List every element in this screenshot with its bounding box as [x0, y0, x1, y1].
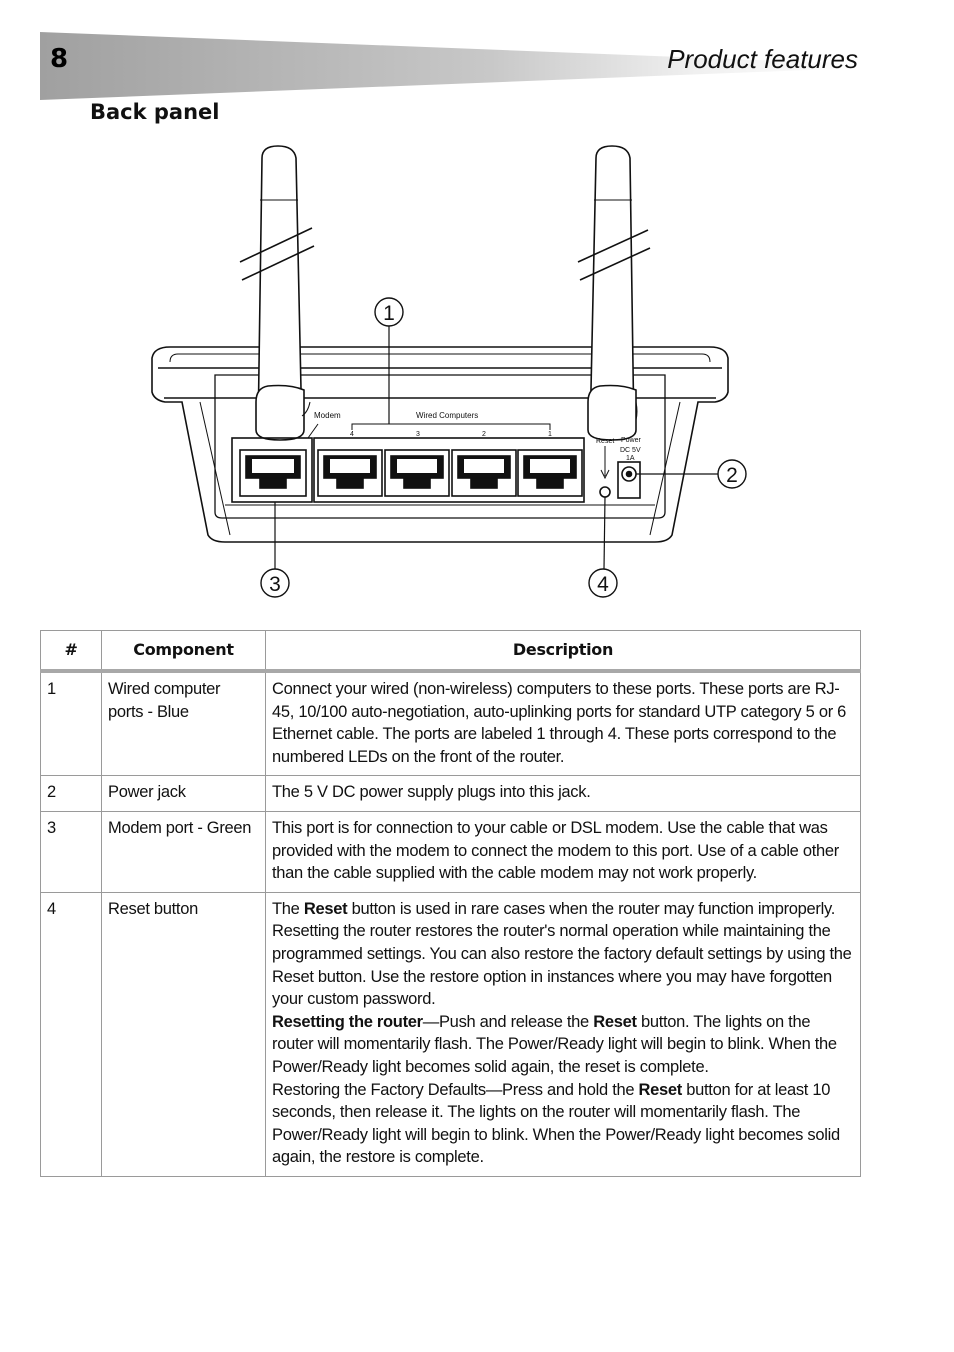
table-row: [41, 776, 861, 812]
power-label: Power: [621, 437, 641, 444]
row-description: Connect your wired (non-wireless) computers to these ports. These ports are RJ-45, 10/100 auto-negotiation, auto-uplinking ports for standard UTP category 5 or 6 Ethernet cable. The ports are labeled 1 through 4. These ports correspond to the numbered LEDs on the front of the router.: [266, 671, 861, 776]
power-jack-graphic: [618, 462, 640, 498]
row-description: The 5 V DC power supply plugs into this jack.: [266, 776, 861, 812]
wired-computers-label: Wired Computers: [416, 411, 479, 420]
antenna-left: [240, 146, 314, 440]
modem-label: Modem: [314, 411, 341, 420]
row-num: 3: [41, 811, 102, 892]
callout-3: [261, 502, 289, 597]
page-number: 8: [50, 44, 69, 74]
table-row: [41, 811, 861, 892]
subheading: Back panel: [90, 100, 220, 124]
reset-paragraph-1: The Reset button is used in rare cases when the router may function improperly. Resetting the router restores the router's normal operation while maintaining the programmed settings. You can also restore the factory default settings by using the Reset button. Use the restore option in instances where you may have forgotten your custom password.: [272, 899, 852, 1009]
wired-port-2: [452, 450, 516, 496]
svg-text:2: 2: [726, 464, 738, 487]
reset-paragraph-2: Resetting the router—Push and release the Reset button. The lights on the router will momentarily flash. The Power/Ready light will begin to blink. When the Power/Ready light becomes solid again, the reset is complete.: [272, 1012, 837, 1076]
row-component: Power jack: [102, 776, 266, 812]
header-description: Description: [266, 631, 861, 672]
row-description: [266, 892, 861, 1176]
table-row: [41, 892, 861, 1176]
router-body: [152, 347, 728, 542]
modem-port: [240, 450, 306, 496]
callout-2: [636, 460, 746, 488]
wired-port-4: [318, 450, 382, 496]
row-component: Wired computer ports - Blue: [102, 671, 266, 776]
table-row: [41, 671, 861, 776]
row-component: Modem port - Green: [102, 811, 266, 892]
svg-text:1: 1: [383, 302, 395, 325]
row-description: This port is for connection to your cable or DSL modem. Use the cable that was provided with the modem to connect the modem to this port. Use of a cable other than the cable supplied with the cable modem may not work properly.: [266, 811, 861, 892]
svg-text:4: 4: [597, 573, 609, 596]
page-header: [40, 32, 860, 100]
header-num: #: [41, 631, 102, 672]
section-title: Product features: [667, 44, 858, 74]
antenna-right: [578, 146, 650, 440]
port-number-2: 2: [482, 431, 486, 438]
port-number-3: 3: [416, 431, 420, 438]
reset-label: Reset: [596, 438, 615, 445]
port-number-4: 4: [350, 431, 354, 438]
row-num: 4: [41, 892, 102, 1176]
port-number-1: 1: [548, 431, 552, 438]
router-back-panel-diagram: [140, 140, 780, 605]
component-table: [40, 630, 861, 1177]
row-num: 1: [41, 671, 102, 776]
svg-text:3: 3: [269, 573, 281, 596]
power-amp-label: 1A: [626, 455, 635, 462]
row-component: Reset button: [102, 892, 266, 1176]
callout-1: [375, 298, 403, 424]
header-component: Component: [102, 631, 266, 672]
power-dc-label: DC 5V: [620, 447, 641, 454]
table-header-row: [41, 631, 861, 672]
reset-button-graphic: [600, 446, 610, 497]
reset-paragraph-3: Restoring the Factory Defaults—Press and hold the Reset button for at least 10 seconds, then release it. The lights on the router will momentarily flash. The Power/Ready light will begin to blink. When the Power/Ready light becomes solid again, the restore is complete.: [272, 1080, 840, 1167]
callout-4: [589, 497, 617, 597]
wired-port-3: [385, 450, 449, 496]
row-num: 2: [41, 776, 102, 812]
wired-port-1: [518, 450, 582, 496]
